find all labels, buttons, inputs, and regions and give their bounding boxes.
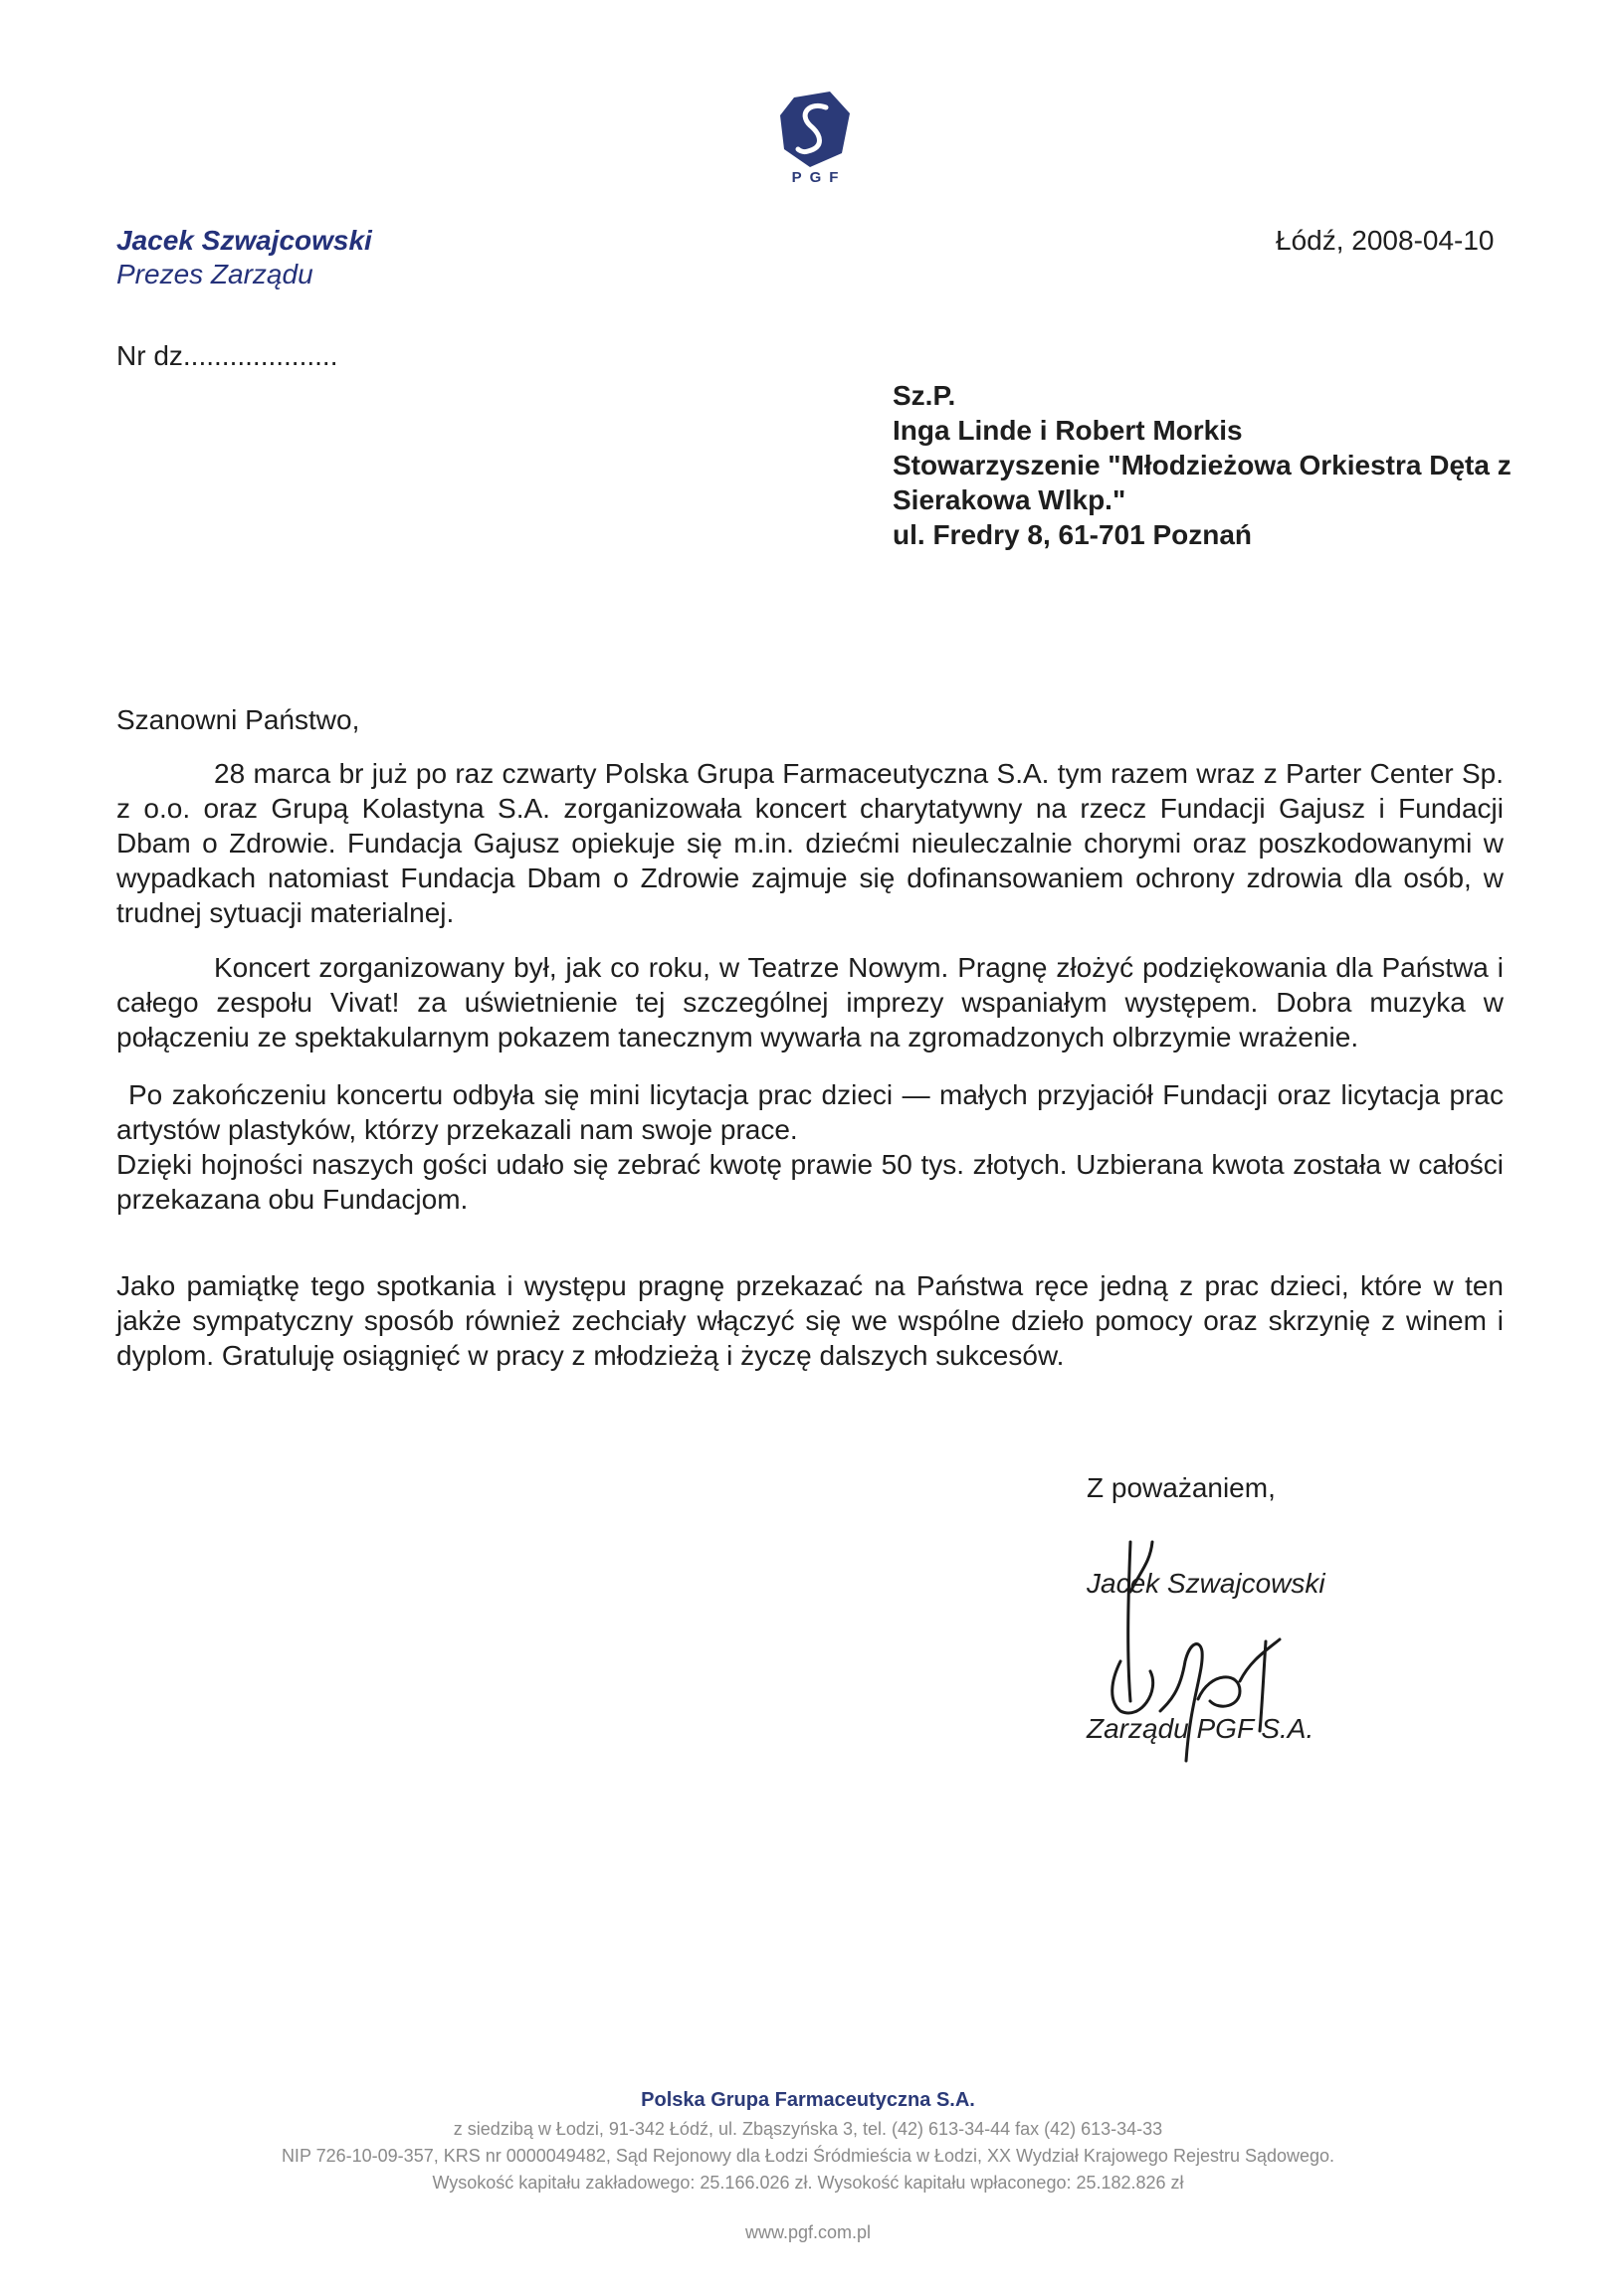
greeting: Szanowni Państwo, — [116, 704, 360, 735]
pgf-logo — [780, 92, 852, 187]
signatory-name: Jacek Szwajcowski — [1087, 1568, 1325, 1599]
logo-text: PGF — [791, 169, 847, 186]
body-paragraph-3b: Dzięki hojności naszych gości udało się zebrać kwotę prawie 50 tys. złotych. Uzbierana kwota została w całości przekazana obu Fundacjom. — [116, 1149, 1504, 1215]
recipient-line: Sierakowa Wlkp." — [893, 484, 1126, 515]
body-paragraph-3 — [116, 1077, 1504, 1217]
sender-title: Prezes Zarządu — [116, 259, 313, 289]
recipient-line: Inga Linde i Robert Morkis — [893, 415, 1243, 446]
recipient-address — [893, 378, 1512, 552]
place-date: Łódź, 2008-04-10 — [1276, 225, 1495, 256]
footer-address: z siedzibą w Łodzi, 91-342 Łódź, ul. Zbąszyńska 3, tel. (42) 613-34-44 fax (42) 613-34-33 — [453, 2119, 1163, 2139]
footer-registration: NIP 726-10-09-357, KRS nr 0000049482, Sąd Rejonowy dla Łodzi Śródmieścia w Łodzi, XX Wydział Krajowego Rejestru Sądowego. — [281, 2146, 1335, 2166]
footer-capital: Wysokość kapitału zakładowego: 25.166.026 zł. Wysokość kapitału wpłaconego: 25.182.826 zł — [432, 2173, 1184, 2193]
footer-company: Polska Grupa Farmaceutyczna S.A. — [641, 2089, 975, 2111]
body-paragraph-3a: Po zakończeniu koncertu odbyła się mini licytacja prac dzieci — małych przyjaciół Fundacji oraz licytacja prac artystów plastyków, którzy przekazali nam swoje prace. — [116, 1079, 1504, 1145]
footer-website: www.pgf.com.pl — [744, 2222, 872, 2242]
body-paragraph-1: 28 marca br już po raz czwarty Polska Grupa Farmaceutyczna S.A. tym razem wraz z Parter Center Sp. z o.o. oraz Grupą Kolastyna S.A. zorganizowała koncert charytatywny na rzecz Fundacji Gajusz i Fundacji Dbam o Zdrowie. Fundacja Gajusz opiekuje się m.in. dziećmi nieuleczalnie chorymi oraz poszkodowanymi w wypadkach natomiast Fundacja Dbam o Zdrowie zajmuje się dofinansowaniem ochrony zdrowia dla osób, w trudnej sytuacji materialnej. — [116, 758, 1504, 928]
body-paragraph-4: Jako pamiątkę tego spotkania i występu pragnę przekazać na Państwa ręce jedną z prac dzieci, które w ten jakże sympatyczny sposób również zechciały włączyć się we wspólne dzieło pomocy oraz skrzynię z winem i dyplom. Gratuluję osiągnięć w pracy z młodzieżą i życzę dalszych sukcesów. — [116, 1270, 1504, 1371]
body-paragraph-2: Koncert zorganizowany był, jak co roku, w Teatrze Nowym. Pragnę złożyć podziękowania dla Państwa i całego zespołu Vivat! za uświetnienie tej szczególnej imprezy wspaniałym występem. Dobra muzyka w połączeniu ze spektakularnym pokazem tanecznym wywarła na zgromadzonych olbrzymie wrażenie. — [116, 952, 1504, 1052]
signatory-title: Zarządu PGF S.A. — [1087, 1713, 1314, 1744]
sender-name: Jacek Szwajcowski — [116, 225, 372, 256]
closing-salutation: Z poważaniem, — [1087, 1472, 1276, 1503]
pgf-shield-icon — [780, 92, 852, 169]
handwritten-signature — [1091, 1532, 1300, 1781]
recipient-line: ul. Fredry 8, 61-701 Poznań — [893, 519, 1253, 550]
recipient-line: Stowarzyszenie "Młodzieżowa Orkiestra Dęta z — [893, 450, 1512, 480]
recipient-line: Sz.P. — [893, 380, 956, 411]
reference-number: Nr dz.................... — [116, 340, 338, 371]
